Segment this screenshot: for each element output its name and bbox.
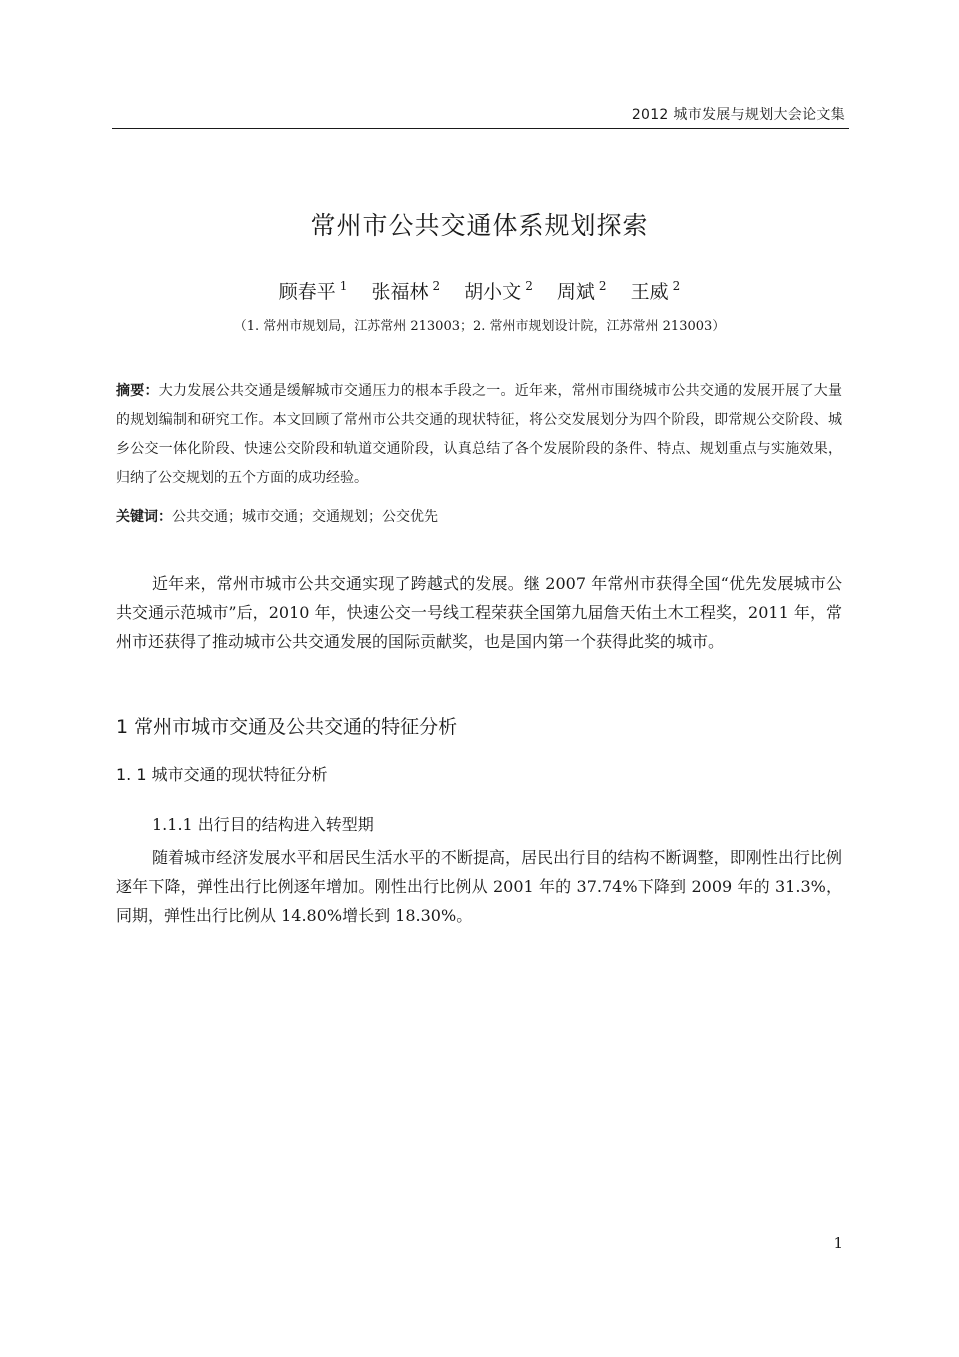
author-list: [0, 277, 959, 304]
subsubsection-heading: 1.1.1 出行目的结构进入转型期: [152, 815, 374, 834]
keywords: [116, 505, 842, 529]
author: 周斌 $^2$: [556, 279, 607, 303]
author: 顾春平 $^1$: [278, 279, 348, 303]
author: 胡小文 $^2$: [464, 279, 533, 303]
abstract-text: 大力发展公共交通是缓解城市交通压力的根本手段之一。近年来，常州市围绕城市公共交通的发展开展了大量的规划编制和研究工作。本文回顾了常州市公共交通的现状特征，将公交发展划分为四个阶段，即常规公交阶段、城乡公交一体化阶段、快速公交阶段和轨道交通阶段，认真总结了各个发展阶段的条件、特点、规划重点与实施效果，归纳了公交规划的五个方面的成功经验。: [116, 383, 843, 486]
keywords-label: 关键词：: [116, 509, 172, 525]
body-paragraph: 随着城市经济发展水平和居民生活水平的不断提高，居民出行目的结构不断调整，即刚性出行比例逐年下降，弹性出行比例逐年增加。刚性出行比例从 2001 年的 37.74%下降到 2009 年的 31.3%， 同期，弹性出行比例从 14.80%增长到 18.30%。: [116, 848, 842, 925]
page-number: 1: [833, 1234, 843, 1252]
abstract: [116, 377, 842, 493]
author: 王威 $^2$: [630, 279, 681, 303]
author: 张福林 $^2$: [371, 279, 441, 303]
running-header: 2012 城市发展与规划大会论文集: [631, 107, 845, 123]
section-heading: 1 常州市城市交通及公共交通的特征分析: [116, 716, 458, 738]
affiliations: （1. 常州市规划局，江苏常州 213003；2. 常州市规划设计院，江苏常州 213003）: [233, 319, 726, 334]
keywords-text: 公共交通；城市交通；交通规划；公交优先: [172, 509, 438, 525]
intro-paragraph: 近年来，常州市城市公共交通实现了跨越式的发展。继 2007 年常州市获得全国“优先发展城市公共交通示范城市”后，2010 年，快速公交一号线工程荣获全国第九届詹天佑土木工程奖，2011 年，常州市还获得了推动城市公共交通发展的国际贡献奖，也是国内第一个获得此奖的城市。: [116, 574, 842, 651]
paper-title: 常州市公共交通体系规划探索: [310, 211, 649, 240]
subsection-heading: 1. 1 城市交通的现状特征分析: [116, 765, 328, 784]
header-rule: [112, 128, 849, 129]
abstract-label: 摘要：: [116, 383, 159, 399]
